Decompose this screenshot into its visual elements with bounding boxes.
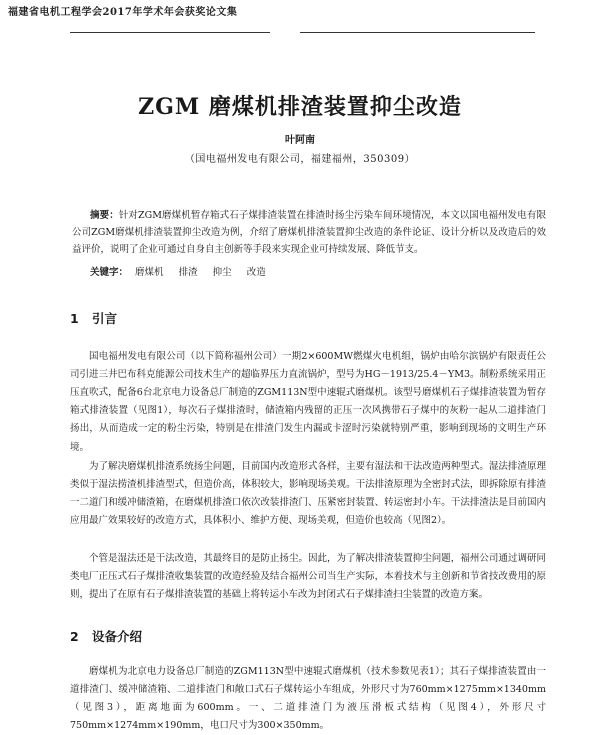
section-title: 设备介绍 [92,629,142,644]
author-affiliation: （国电福州发电有限公司，福建福州，350309） [0,150,600,165]
section-number: 2 [70,629,92,644]
author-name: 叶阿南 [0,131,600,146]
section-number: 1 [70,311,92,326]
abstract-label: 摘要： [90,210,119,221]
keywords-label: 关键字： [90,267,128,278]
section-heading-intro [70,309,117,327]
paper-title: ZGM 磨煤机排渣装置抑尘改造 [0,90,600,121]
keyword: 排渣 [179,267,198,278]
keyword: 抑尘 [213,267,232,278]
body-paragraph: 个管是湿法还是干法改造，其最终目的是防止扬尘。因此，为了解决排渣装置抑尘问题，福州公司通过调研同类电厂正压式石子煤排渣收集装置的改造经验及结合福州公司当生产实际，本着技术与主创新和节省技改费用的原则，提出了在原有石子煤排渣装置的基础上将转运小车改为封闭式石子煤排渣扫尘装置的改造方案。 [70,550,546,605]
keyword: 磨煤机 [135,267,164,278]
abstract-text: 针对ZGM磨煤机暂存箱式石子煤排渣装置在排渣时扬尘污染车间环境情况，本文以国电福州发电有限公司ZGM磨煤机排渣装置抑尘改造为例，介绍了磨煤机排渣装置抑尘改造的条件论证、设计分析以及改造后的效益评价，说明了企业可通过自身自主创新等手段来实现企业可持续发展、降低节支。 [72,210,546,255]
running-head: 福建省电机工程学会2017年学术年会获奖论文集 [8,3,237,18]
section-heading-equipment [70,627,142,645]
body-paragraph: 磨煤机为北京电力设备总厂制造的ZGM113N型中速辊式磨煤机（技术参数见表1）；其石子煤排渣装置由一道排渣门、缓冲储渣箱、二道排渣门和敞口式石子煤转运小车组成，外形尺寸为760mm×1275mm×1340mm（见图3），距离地面为600mm。一、二道排渣门为液压滑板式结构（见图4），外形尺寸750mm×1274mm×190mm，电口尺寸为300×350mm。 [70,663,546,735]
keywords [90,264,546,281]
body-paragraph: 国电福州发电有限公司（以下简称福州公司）一期2×600MW燃煤火电机组，锅炉由哈尔滨锅炉有限责任公司引进三井巴布科克能源公司技术生产的超临界压力直流锅炉，型号为HG－1913/25.4－YM3。制粉系统采用正压直吹式，配备6台北京电力设备总厂制造的ZGM113N型中速辊式磨煤机。该型号磨煤机石子煤排渣装置为暂存箱式排渣装置（见图1），每次石子煤排渣时，储渣箱内残留的正压一次风携带石子煤中的灰粉一起从二道排渣门扬出，从而造成一定的粉尘污染，特别是在排渣门发生内漏或卡涩时污染就特别严重，影响到现场的文明生产环境。 [70,348,546,457]
header-rule-left [70,32,270,33]
header-rule-right [300,32,535,33]
section-title: 引言 [92,311,117,326]
keyword: 改造 [247,267,266,278]
body-paragraph: 为了解决磨煤机排渣系统扬尘问题，目前国内改造形式各样，主要有湿法和干法改造两种型式。湿法排渣原理类似于湿法捞渣机排渣型式，但造价高，体积较大，影响现场美观。干法排渣原理为全密封式法，即拆除原有排渣一二道门和缓冲储渣箱，在磨煤机排渣口依次改装排渣门、压紧密封装置、转运密封小车。干法排渣法是目前国内应用最广效果较好的改造方式，具体积小、维护方便、现场美观，但造价也较高（见图2）。 [70,458,546,531]
abstract [72,207,546,258]
